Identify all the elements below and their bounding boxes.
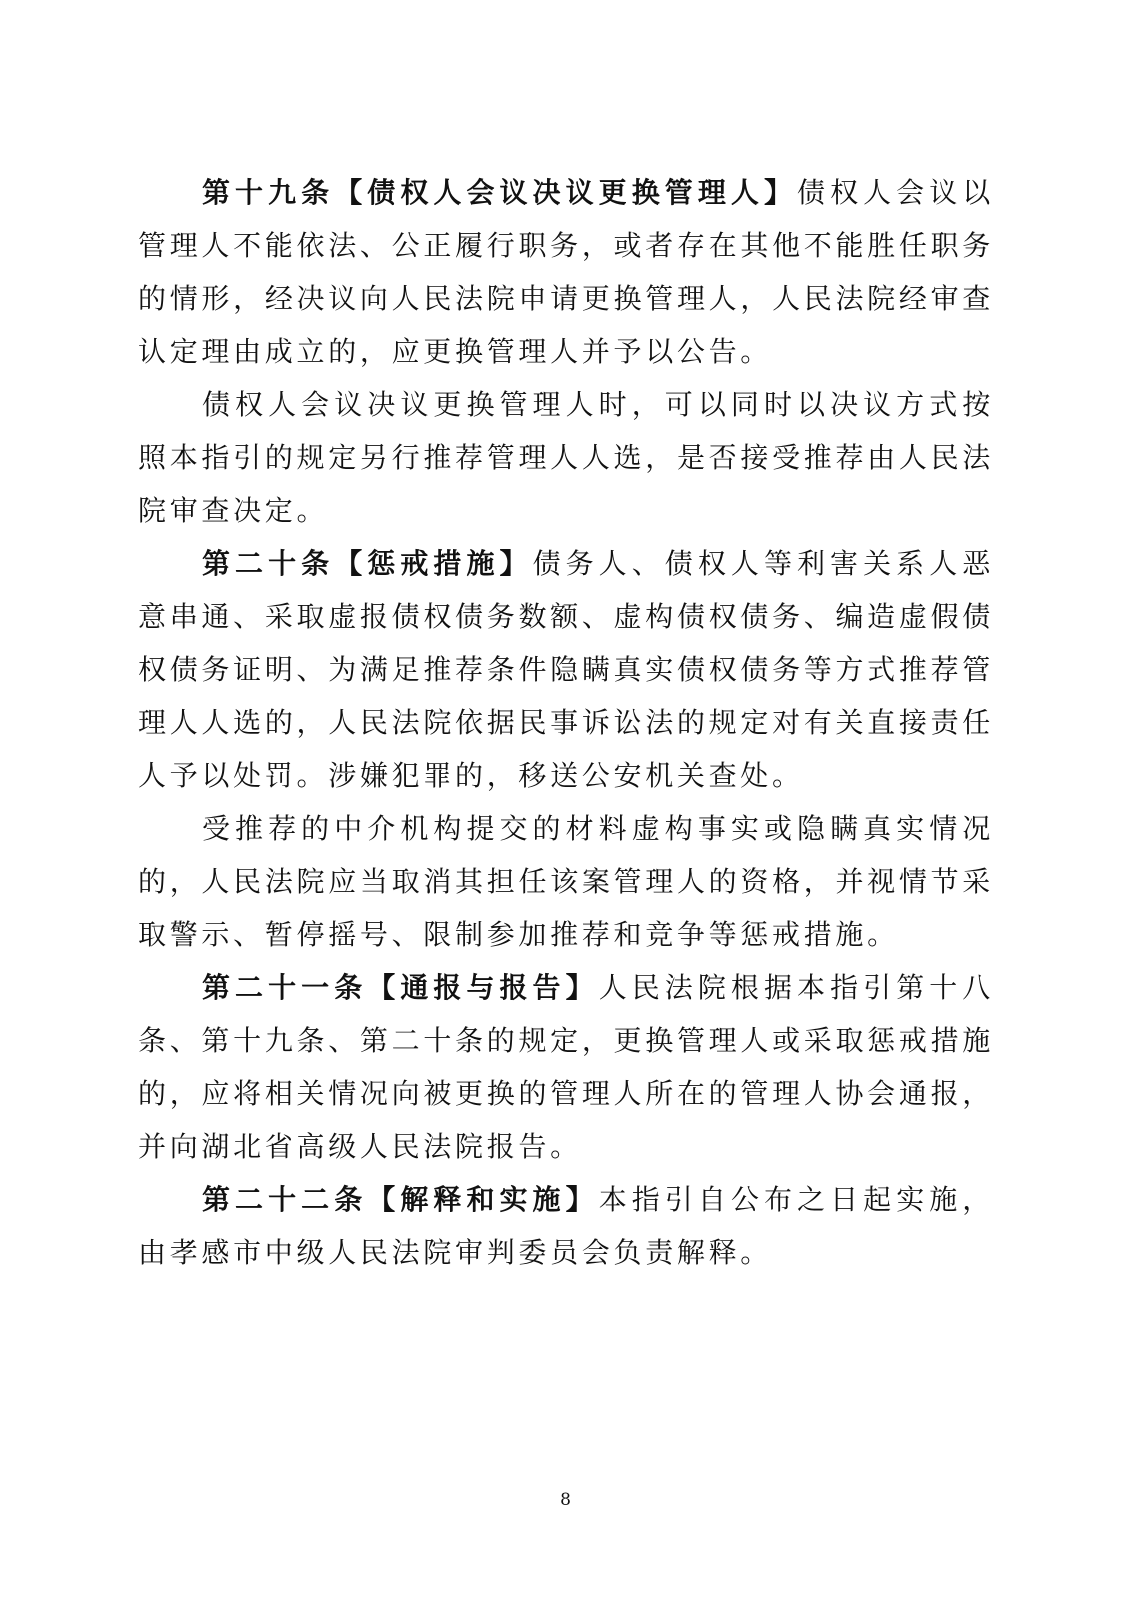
article-20-text-2: 受推荐的中介机构提交的材料虚构事实或隐瞒真实情况的，人民法院应当取消其担任该案管理人的资格，并视情节采取警示、暂停摇号、限制参加推荐和竞争等惩戒措施。: [138, 812, 994, 951]
page-number: 8: [560, 1490, 571, 1510]
article-19-heading: 第十九条【债权人会议决议更换管理人】: [202, 176, 798, 209]
document-body: [138, 166, 994, 1279]
article-19-paragraph: [138, 166, 994, 378]
article-22-paragraph: [138, 1173, 994, 1279]
article-20-heading: 第二十条【惩戒措施】: [202, 547, 533, 580]
article-19-text-2: 债权人会议决议更换管理人时，可以同时以决议方式按照本指引的规定另行推荐管理人人选，是否接受推荐由人民法院审查决定。: [138, 388, 994, 527]
article-22-heading: 第二十二条【解释和实施】: [202, 1183, 599, 1216]
article-22-text: 本指引自公布之日起实施，由孝感市中级人民法院审判委员会负责解释。: [138, 1183, 995, 1269]
article-21-text: 人民法院根据本指引第十八条、第十九条、第二十条的规定，更换管理人或采取惩戒措施的，应将相关情况向被更换的管理人所在的管理人协会通报，并向湖北省高级人民法院报告。: [138, 971, 995, 1163]
article-21-paragraph: [138, 961, 994, 1173]
article-19-text: 债权人会议以管理人不能依法、公正履行职务，或者存在其他不能胜任职务的情形，经决议向人民法院申请更换管理人，人民法院经审查认定理由成立的，应更换管理人并予以公告。: [138, 176, 994, 368]
article-20-paragraph-2: [138, 802, 994, 961]
article-20-text: 债务人、债权人等利害关系人恶意串通、采取虚报债权债务数额、虚构债权债务、编造虚假债权债务证明、为满足推荐条件隐瞒真实债权债务等方式推荐管理人人选的，人民法院依据民事诉讼法的规定对有关直接责任人予以处罚。涉嫌犯罪的，移送公安机关查处。: [138, 547, 994, 792]
article-20-paragraph: [138, 537, 994, 802]
article-19-paragraph-2: [138, 378, 994, 537]
article-21-heading: 第二十一条【通报与报告】: [202, 971, 599, 1004]
